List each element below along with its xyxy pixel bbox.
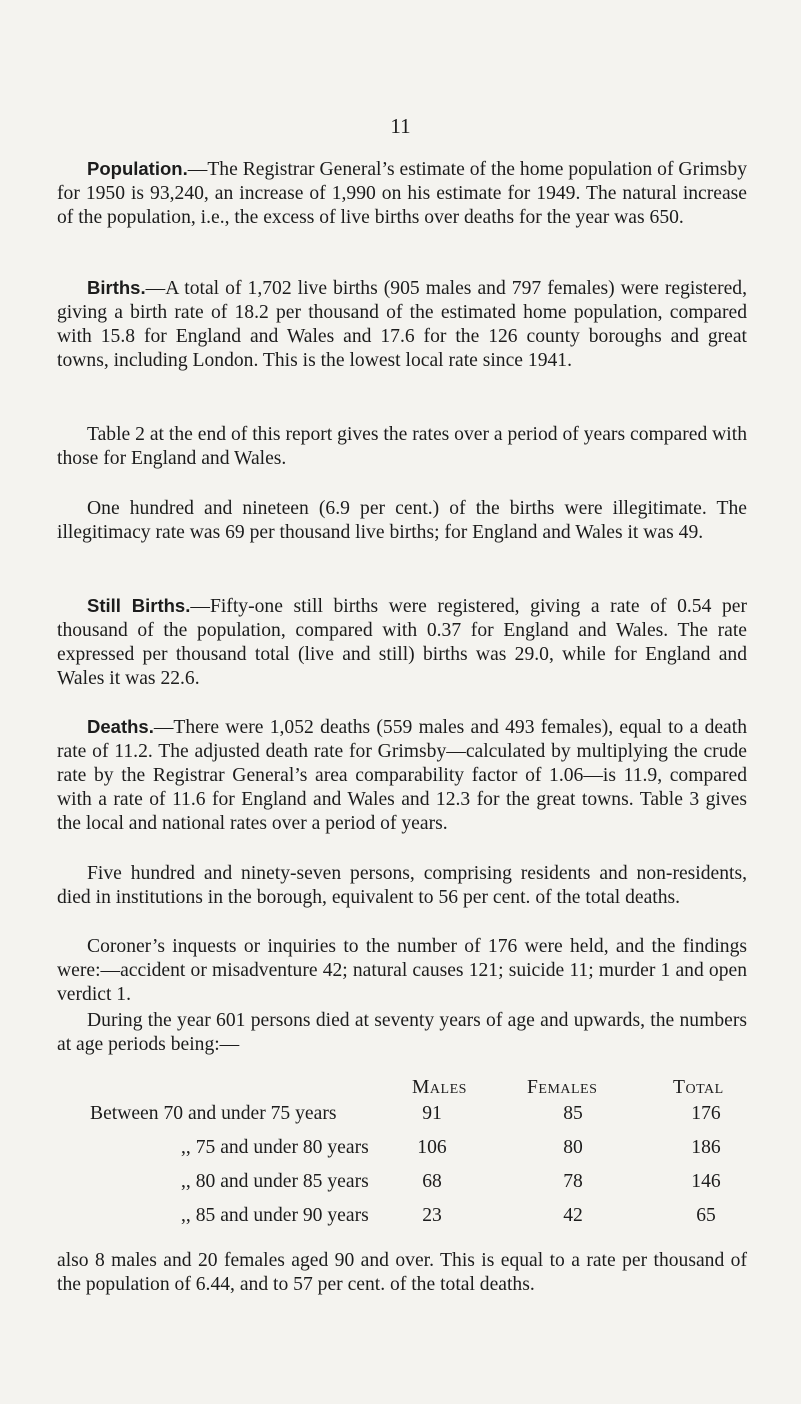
- heading-deaths: Deaths.: [87, 716, 154, 737]
- paragraph-population: [57, 157, 747, 230]
- table-row: [90, 1103, 780, 1127]
- paragraph-births: [57, 276, 747, 373]
- heading-births: Births.: [87, 277, 146, 298]
- paragraph-coroner: Coroner’s inquests or inquiries to the number of 176 were held, and the findings were:—accident or misadventure 42; natural causes 121; suicide 11; murder 1 and open verdict 1.: [57, 936, 747, 1005]
- row-label: ,, 85 and under 90 years: [181, 1205, 369, 1226]
- row-label: ,, 80 and under 85 years: [181, 1171, 369, 1192]
- cell-total: 65: [696, 1205, 716, 1226]
- page-number: 11: [390, 114, 411, 138]
- row-label: Between 70 and under 75 years: [90, 1103, 337, 1124]
- heading-still-births: Still Births.: [87, 595, 191, 616]
- table-row: [90, 1137, 780, 1161]
- header-males: Males: [412, 1077, 467, 1098]
- paragraph-closing: also 8 males and 20 females aged 90 and over. This is equal to a rate per thousand of the population of 6.44, and to 57 per cent. of the total deaths.: [57, 1250, 747, 1295]
- paragraph-population-text: —The Registrar General’s estimate of the home population of Grimsby for 1950 is 93,240, an increase of 1,990 on his estimate for 1949. The natural increase of the population, i.e., the excess of live births over deaths for the year was 650.: [57, 159, 747, 228]
- paragraph-illegitimate: One hundred and nineteen (6.9 per cent.) of the births were illegitimate. The illegitimacy rate was 69 per thousand live births; for England and Wales it was 49.: [57, 498, 747, 543]
- cell-females: 42: [563, 1205, 583, 1226]
- paragraph-table2: Table 2 at the end of this report gives the rates over a period of years compared with those for England and Wales.: [57, 424, 747, 469]
- cell-total: 176: [691, 1103, 721, 1124]
- paragraph-deaths-text: —There were 1,052 deaths (559 males and 493 females), equal to a death rate of 11.2. The adjusted death rate for Grimsby—calculated by multiplying the crude rate by the Registrar General’s area comparability factor of 1.06—is 11.9, compared with a rate of 11.6 for England and Wales and 12.3 for the great towns. Table 3 gives the local and national rates over a period of years.: [57, 717, 747, 834]
- cell-females: 78: [563, 1171, 583, 1192]
- cell-males: 91: [422, 1103, 442, 1124]
- cell-males: 23: [422, 1205, 442, 1226]
- paragraph-still-births: [57, 594, 747, 691]
- header-females: Females: [527, 1077, 598, 1098]
- cell-males: 106: [417, 1137, 447, 1158]
- cell-females: 80: [563, 1137, 583, 1158]
- cell-males: 68: [422, 1171, 442, 1192]
- table-row: [90, 1205, 780, 1229]
- heading-population: Population.: [87, 158, 188, 179]
- paragraph-births-text: —A total of 1,702 live births (905 males and 797 females) were registered, giving a birth rate of 18.2 per thousand of the estimated home population, compared with 15.8 for England and Wales and 17.6 for the 126 county boroughs and great towns, including London. This is the lowest local rate since 1941.: [57, 278, 747, 371]
- header-total: Total: [673, 1077, 724, 1098]
- cell-females: 85: [563, 1103, 583, 1124]
- paragraph-seventy-intro: During the year 601 persons died at seventy years of age and upwards, the numbers at age periods being:—: [57, 1010, 747, 1055]
- table-row: [90, 1171, 780, 1195]
- cell-total: 146: [691, 1171, 721, 1192]
- paragraph-still-births-text: —Fifty-one still births were registered, giving a rate of 0.54 per thousand of the population, compared with 0.37 for England and Wales. The rate expressed per thousand total (live and still) births was 29.0, while for England and Wales it was 22.6.: [57, 596, 747, 689]
- cell-total: 186: [691, 1137, 721, 1158]
- paragraph-deaths: [57, 715, 747, 836]
- row-label: ,, 75 and under 80 years: [181, 1137, 369, 1158]
- paragraph-institutions: Five hundred and ninety-seven persons, comprising residents and non-residents, died in institutions in the borough, equivalent to 56 per cent. of the total deaths.: [57, 863, 747, 908]
